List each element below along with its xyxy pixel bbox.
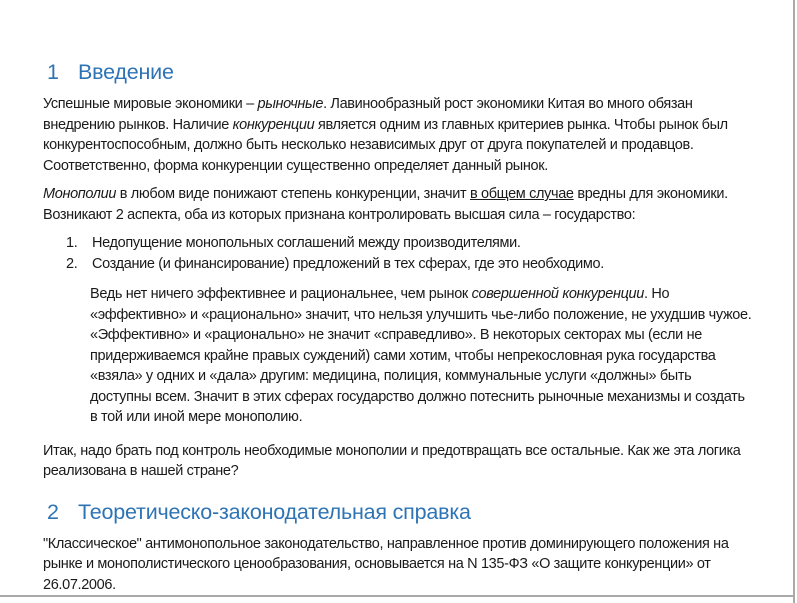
blockquote-perfect-competition: Ведь нет ничего эффективнее и рациональнее, чем рынок совершенной конкуренции. Но «эффективно» и «рационально» значит, что нельзя улучшить чье-либо положение, не ухудшив чужое. «Эффективно» и «рационально» не значит «справедливо». В некоторых секторах мы (если не придерживаемся крайне правых суждений) сами хотим, чтобы непрекословная рука государства «взяла» у одних и «дала» другим: медицина, полиция, коммунальные услуги «должны» быть доступны всем. Значит в этих сферах государство должно потеснить рыночные механизмы и создать в той или иной мере монополию. bbox=[90, 286, 752, 425]
page-right-edge bbox=[793, 0, 795, 603]
paragraph-monopolies: Монополии в любом виде понижают степень конкуренции, значит в общем случае вредны для экономики. Возникают 2 аспекта, оба из которых признана контролировать высшая сила – государство: bbox=[43, 186, 728, 223]
paragraph-conclusion: Итак, надо брать под контроль необходимые монополии и предотвращать все остальные. Как же эта логика реализована в нашей стране? bbox=[43, 442, 741, 479]
heading-introduction-text: Введение bbox=[78, 60, 174, 84]
paragraph-antitrust-law: "Классическое" антимонопольное законодательство, направленное против доминирующего положения на рынке и монополистического ценообразования, основывается на N 135-ФЗ «О защите конкуренции» от 26.07.2006. bbox=[43, 535, 729, 593]
list-item-1-text: Недопущение монопольных соглашений между производителями. bbox=[92, 235, 521, 251]
heading-legal-reference-text: Теоретическо-законодательная справка bbox=[78, 499, 471, 524]
heading-introduction bbox=[43, 59, 758, 86]
list-item-1 bbox=[43, 233, 758, 254]
list-item-2-number: 2. bbox=[66, 255, 78, 272]
document-content bbox=[43, 59, 758, 603]
aspects-list bbox=[43, 233, 758, 274]
heading-introduction-number: 1 bbox=[47, 60, 59, 84]
list-item-2-text: Создание (и финансирование) предложений в тех сферах, где это необходимо. bbox=[92, 255, 604, 272]
list-item-2 bbox=[43, 254, 758, 275]
page-bottom-edge bbox=[0, 595, 795, 597]
paragraph-market-economies: Успешные мировые экономики – рыночные. Лавинообразный рост экономики Китая во много обязан внедрению рынков. Наличие конкуренции является одним из главных критериев рынка. Чтобы рынок был конкурентоспособным, должно быть несколько независимых друг от друга покупателей и продавцов. Соответственно, форма конкуренции существенно определяет данный рынок. bbox=[43, 96, 728, 174]
list-item-1-number: 1. bbox=[66, 235, 78, 251]
heading-legal-reference-number: 2 bbox=[47, 499, 59, 524]
heading-legal-reference bbox=[43, 499, 758, 526]
